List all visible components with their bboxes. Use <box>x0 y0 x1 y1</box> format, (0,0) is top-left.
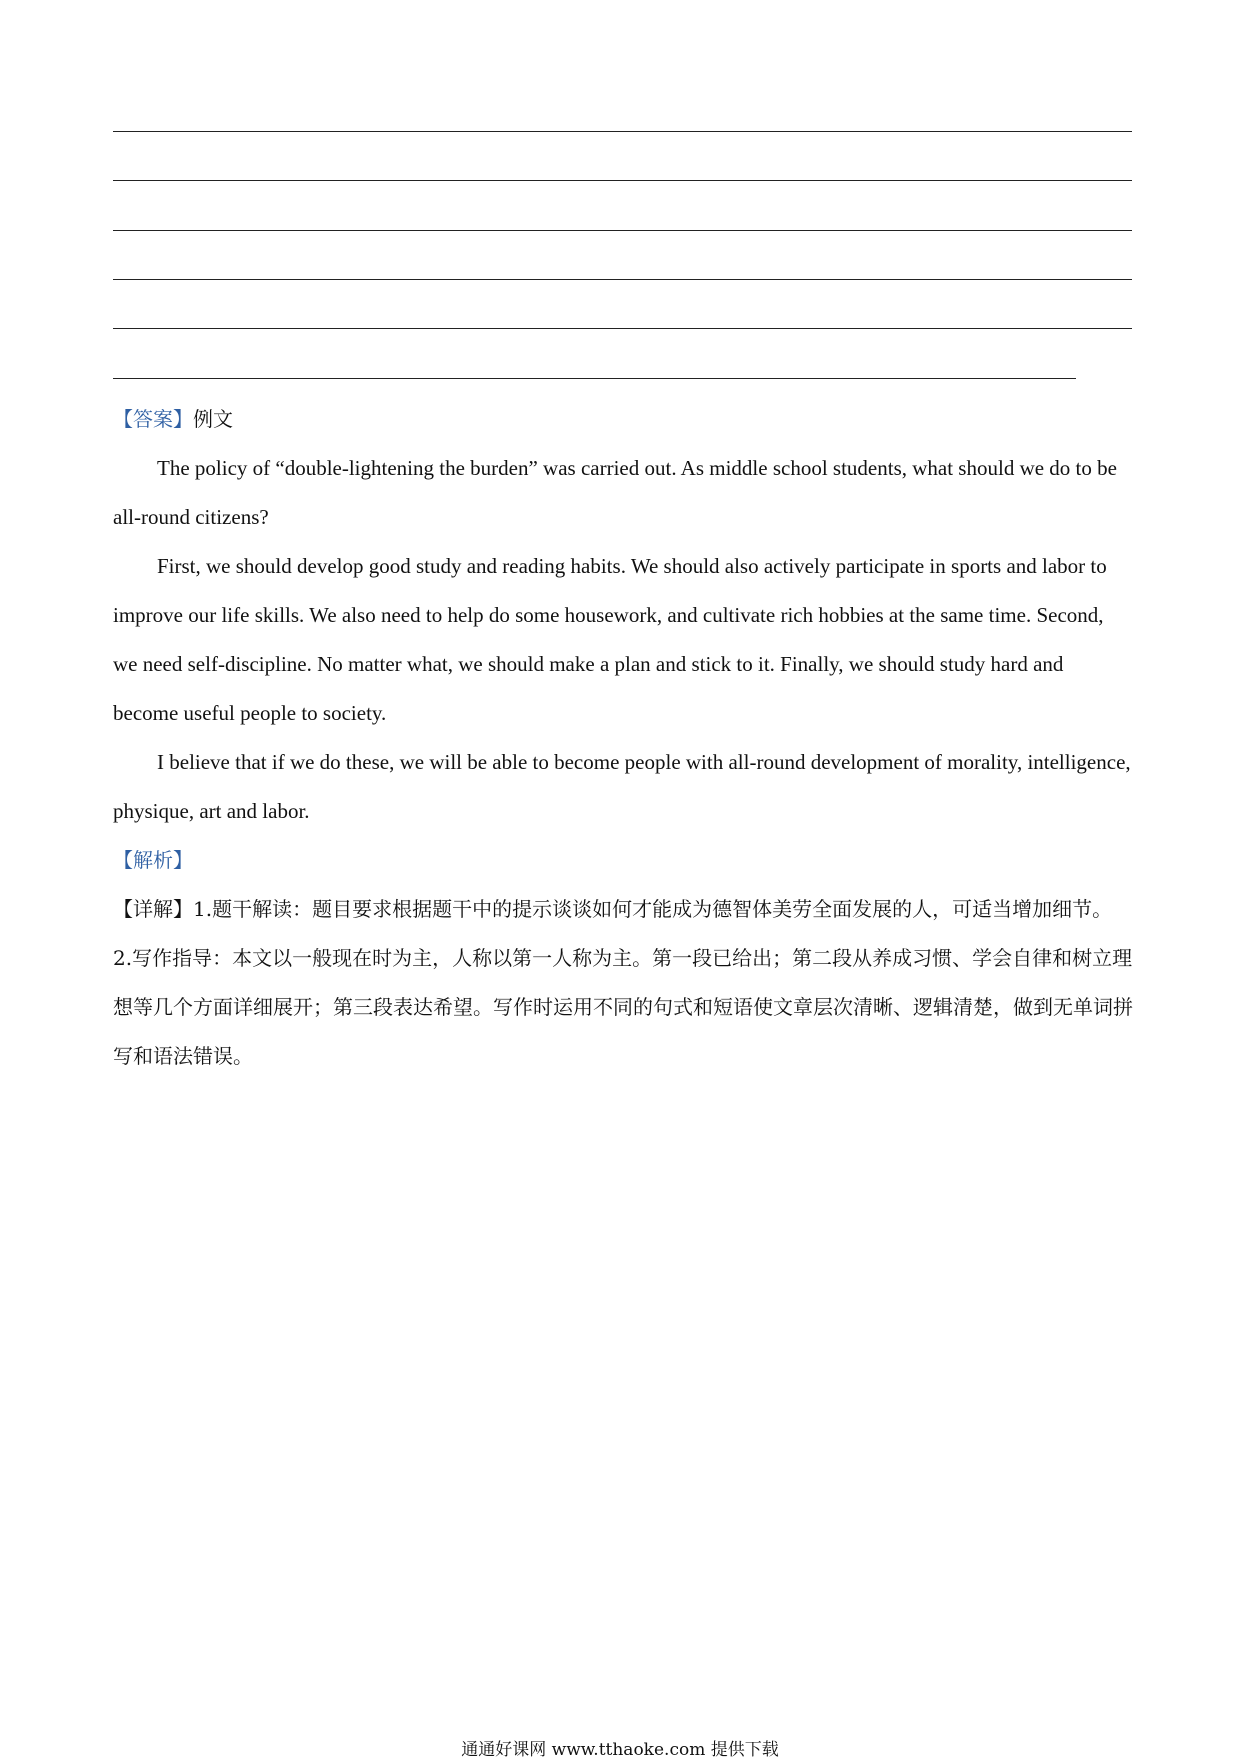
analysis-tag: 【解析】 <box>113 848 193 872</box>
writing-line <box>113 131 1132 132</box>
writing-line <box>113 279 1132 280</box>
analysis-heading <box>113 836 1133 885</box>
essay-paragraph-1: The policy of “double-lightening the burden” was carried out. As middle school students, what should we do to be all-round citizens? <box>113 456 1117 529</box>
essay-paragraph-2: First, we should develop good study and reading habits. We should also actively participate in sports and labor to improve our life skills. We also need to help do some housework, and cultivate rich hobbies at the same time. Second, we need self-discipline. No matter what, we should make a plan and stick to it. Finally, we should study hard and become useful people to society. <box>113 554 1107 725</box>
answer-tag: 【答案】 <box>113 407 193 431</box>
writing-line <box>113 180 1132 181</box>
analysis-point-1-text: 1.题干解读：题目要求根据题干中的提示谈谈如何才能成为德智体美劳全面发展的人，可适当增加细节。 <box>193 897 1113 921</box>
detail-tag: 【详解】 <box>113 897 193 921</box>
writing-line <box>113 230 1132 231</box>
answer-section <box>113 395 1133 1081</box>
essay-paragraph-3: I believe that if we do these, we will be able to become people with all-round development of morality, intelligence, physique, art and labor. <box>113 750 1131 823</box>
page-footer: 通通好课网 www.tthaoke.com 提供下载 <box>461 1740 779 1760</box>
analysis-point-2: 2.写作指导：本文以一般现在时为主，人称以第一人称为主。第一段已给出；第二段从养成习惯、学会自律和树立理想等几个方面详细展开；第三段表达希望。写作时运用不同的句式和短语使文章层次清晰、逻辑清楚，做到无单词拼写和语法错误。 <box>113 946 1133 1068</box>
analysis-point-1 <box>113 885 1133 934</box>
answer-label: 例文 <box>193 407 233 431</box>
answer-heading <box>113 395 1133 444</box>
answer-writing-lines <box>113 0 1132 400</box>
writing-line <box>113 378 1076 379</box>
writing-line <box>113 328 1132 329</box>
